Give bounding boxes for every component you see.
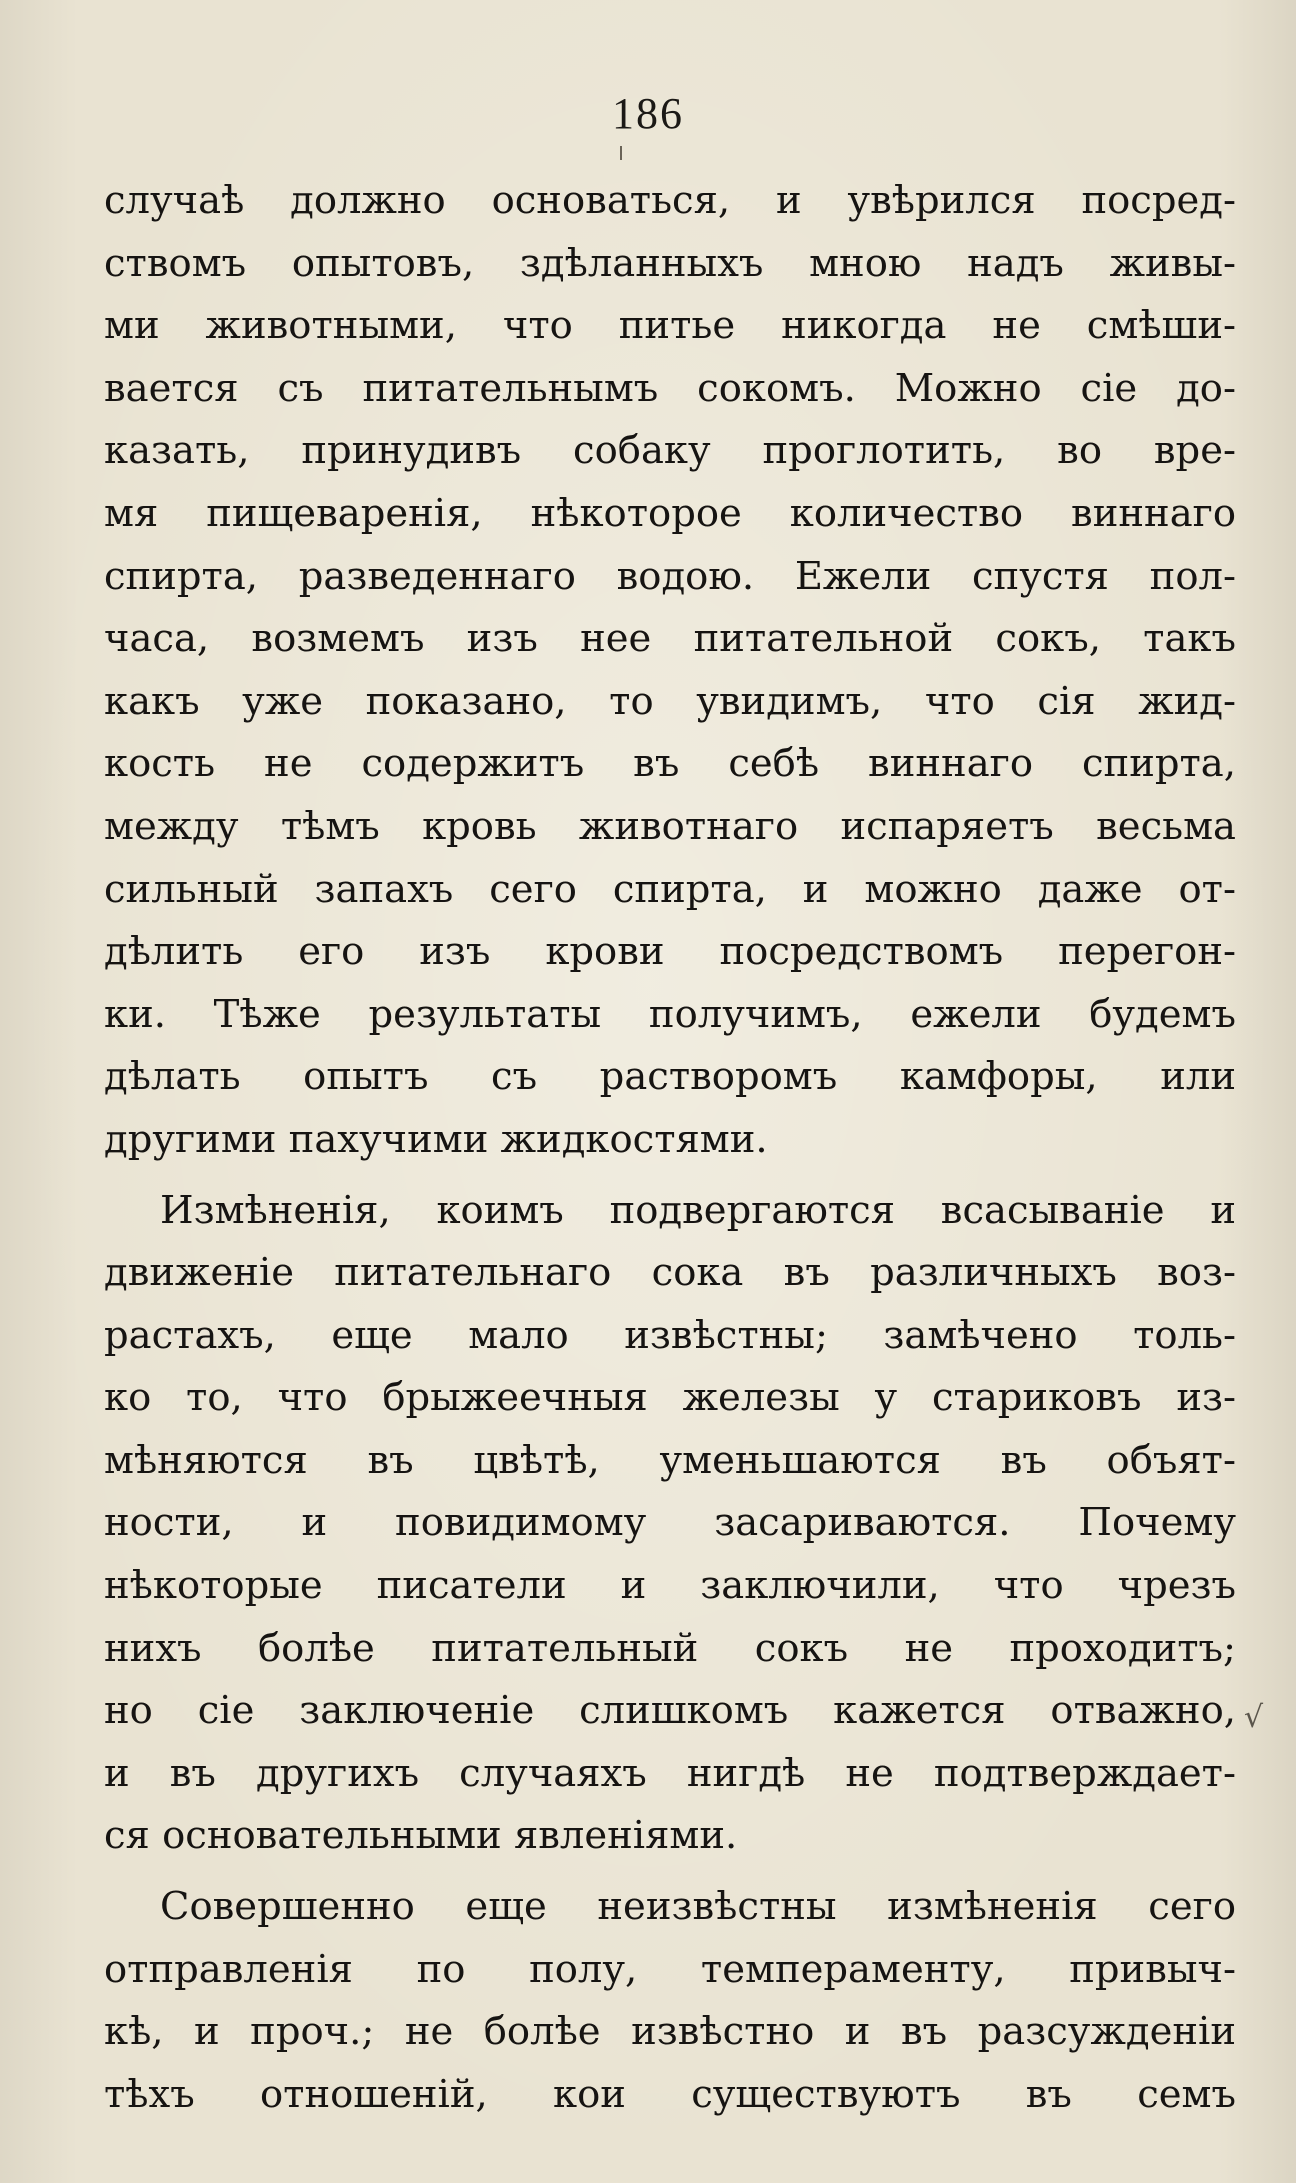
text-line: кѣ, и проч.; не болѣе извѣстно и въ разсужденіи	[104, 2009, 1236, 2055]
text-line: ми животными, что питье никогда не смѣши-	[104, 303, 1236, 349]
printer-mark	[620, 146, 622, 160]
text-line: ности, и повидимому засариваются. Почему	[104, 1500, 1236, 1546]
body-text	[104, 170, 1236, 2126]
text-line: дѣлить его изъ крови посредствомъ перегон-	[104, 929, 1236, 975]
text-line: мѣняются въ цвѣтѣ, уменьшаются въ объят-	[104, 1437, 1236, 1483]
paragraph-gap	[104, 1172, 1236, 1180]
text-line: нѣкоторые писатели и заключили, что чрезъ	[104, 1563, 1236, 1609]
text-line: между тѣмъ кровь животнаго испаряетъ весьма	[104, 803, 1236, 849]
text-line: растахъ, еще мало извѣстны; замѣчено толь-	[104, 1312, 1236, 1358]
text-line: Совершенно еще неизвѣстны измѣненія сего	[160, 1884, 1236, 1930]
text-line: ствомъ опытовъ, здѣланныхъ мною надъ живы-	[104, 240, 1236, 286]
text-line: отправленія по полу, темпераменту, привыч-	[104, 1946, 1236, 1992]
text-line: вается съ питательнымъ сокомъ. Можно сіе до-	[104, 365, 1236, 411]
text-line: мя пищеваренія, нѣкоторое количество виннаго	[104, 490, 1236, 536]
text-line: какъ уже показано, то увидимъ, что сія жид-	[104, 678, 1236, 724]
text-line: казать, принудивъ собаку проглотить, во вре-	[104, 428, 1236, 474]
text-line: ки. Тѣже результаты получимъ, ежели будемъ	[104, 991, 1236, 1037]
text-line: часа, возмемъ изъ нее питательной сокъ, такъ	[104, 616, 1236, 662]
text-line: ся основательными явленіями.	[104, 1813, 738, 1859]
text-line: Измѣненія, коимъ подвергаются всасываніе и	[160, 1187, 1236, 1233]
text-line: другими пахучими жидкостями.	[104, 1116, 768, 1162]
text-line: и въ другихъ случаяхъ нигдѣ не подтверждает-	[104, 1750, 1236, 1796]
margin-check-mark: √	[1244, 1700, 1264, 1735]
text-line: дѣлать опытъ съ растворомъ камфоры, или	[104, 1054, 1236, 1100]
text-line: спирта, разведеннаго водою. Ежели спустя пол-	[104, 553, 1236, 599]
text-line: тѣхъ отношеній, кои существуютъ въ семъ	[104, 2071, 1236, 2117]
text-line: ко то, что брыжеечныя железы у стариковъ из-	[104, 1375, 1236, 1421]
paragraph-gap	[104, 1868, 1236, 1876]
page-number: 186	[612, 89, 684, 138]
text-line: но сіе заключеніе слишкомъ кажется отважно,	[104, 1688, 1236, 1734]
text-line: кость не содержитъ въ себѣ виннаго спирта,	[104, 741, 1236, 787]
text-line: движеніе питательнаго сока въ различныхъ воз-	[104, 1250, 1236, 1296]
text-line: нихъ болѣе питательный сокъ не проходитъ;	[104, 1625, 1236, 1671]
text-line: случаѣ должно основаться, и увѣрился посред-	[104, 178, 1236, 223]
text-line: сильный запахъ сего спирта, и можно даже от-	[104, 866, 1236, 912]
